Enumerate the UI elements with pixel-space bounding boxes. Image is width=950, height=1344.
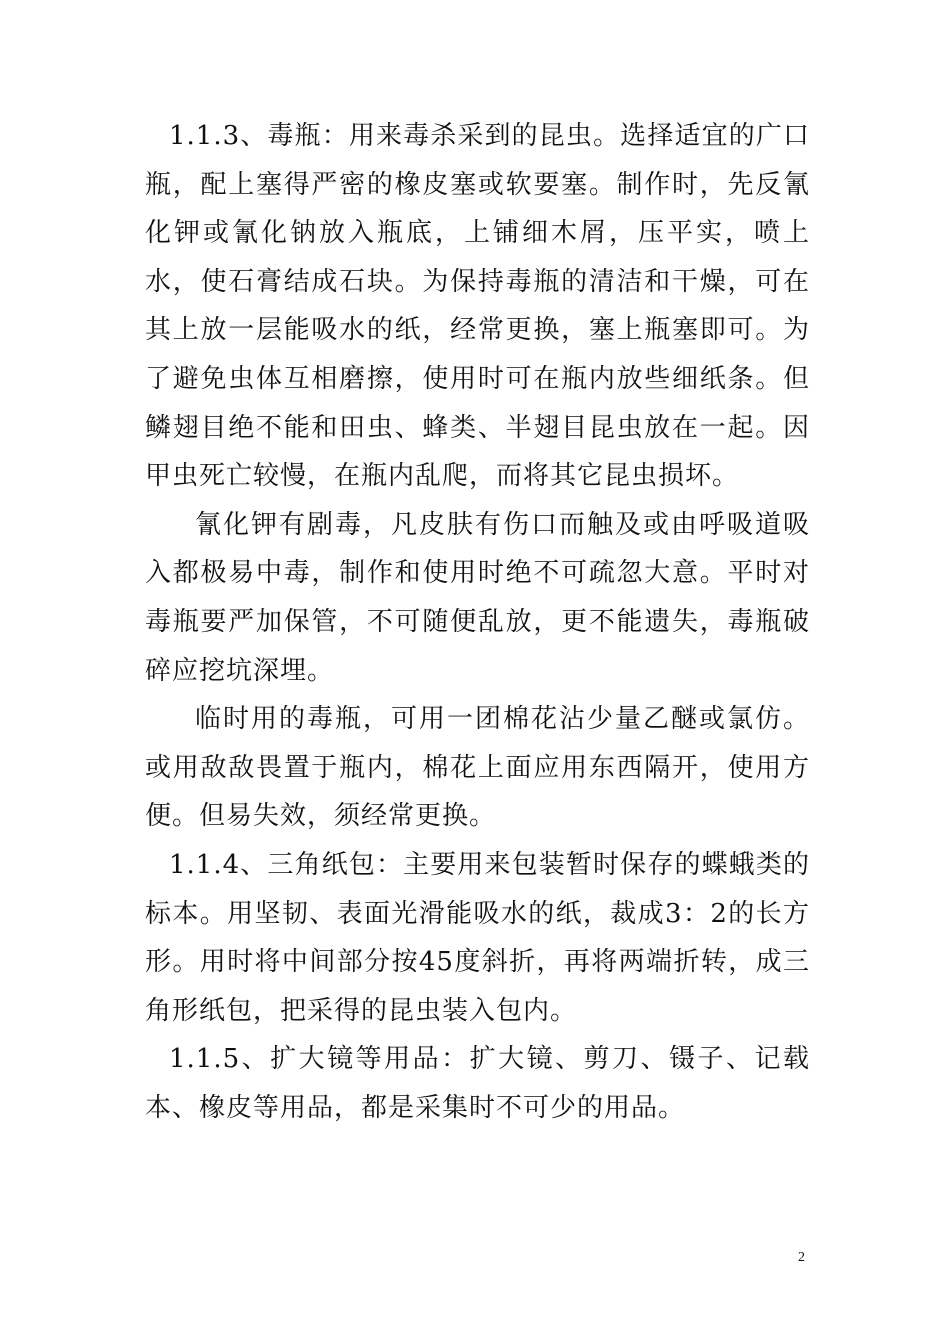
paragraph-potassium-cyanide-warning: 氰化钾有剧毒，凡皮肤有伤口而触及或由呼吸道吸入都极易中毒，制作和使用时绝不可疏忽大意。平时对毒瓶要严加保管，不可随便乱放，更不能遗失，毒瓶破碎应挖坑深埋。: [145, 509, 810, 686]
paragraph-triangle-paper-packet: 1.1.4、三角纸包：主要用来包装暂时保存的蝶蛾类的标本。用坚韧、表面光滑能吸水的纸，裁成3：2的长方形。用时将中间部分按45度斜折，再将两端折转，成三角形纸包，把采得的昆虫装入包内。: [145, 849, 810, 1026]
paragraph-magnifier-supplies: 1.1.5、扩大镜等用品：扩大镜、剪刀、镊子、记载本、橡皮等用品，都是采集时不可少的用品。: [145, 1044, 810, 1123]
paragraph-temporary-poison-bottle: 临时用的毒瓶，可用一团棉花沾少量乙醚或氯仿。或用敌敌畏置于瓶内，棉花上面应用东西隔开，使用方便。但易失效，须经常更换。: [145, 704, 810, 832]
paragraph-poison-bottle: 1.1.3、毒瓶：用来毒杀采到的昆虫。选择适宜的广口瓶，配上塞得严密的橡皮塞或软要塞。制作时，先反氰化钾或氰化钠放入瓶底，上铺细木屑，压平实，喷上水，使石膏结成石块。为保持毒瓶的清洁和干燥，可在其上放一层能吸水的纸，经常更换，塞上瓶塞即可。为了避免虫体互相磨擦，使用时可在瓶内放些细纸条。但鳞翅目绝不能和田虫、蜂类、半翅目昆虫放在一起。因甲虫死亡较慢，在瓶内乱爬，而将其它昆虫损坏。: [145, 121, 810, 492]
page-number: 2: [798, 1250, 805, 1265]
document-body: [145, 112, 810, 1132]
